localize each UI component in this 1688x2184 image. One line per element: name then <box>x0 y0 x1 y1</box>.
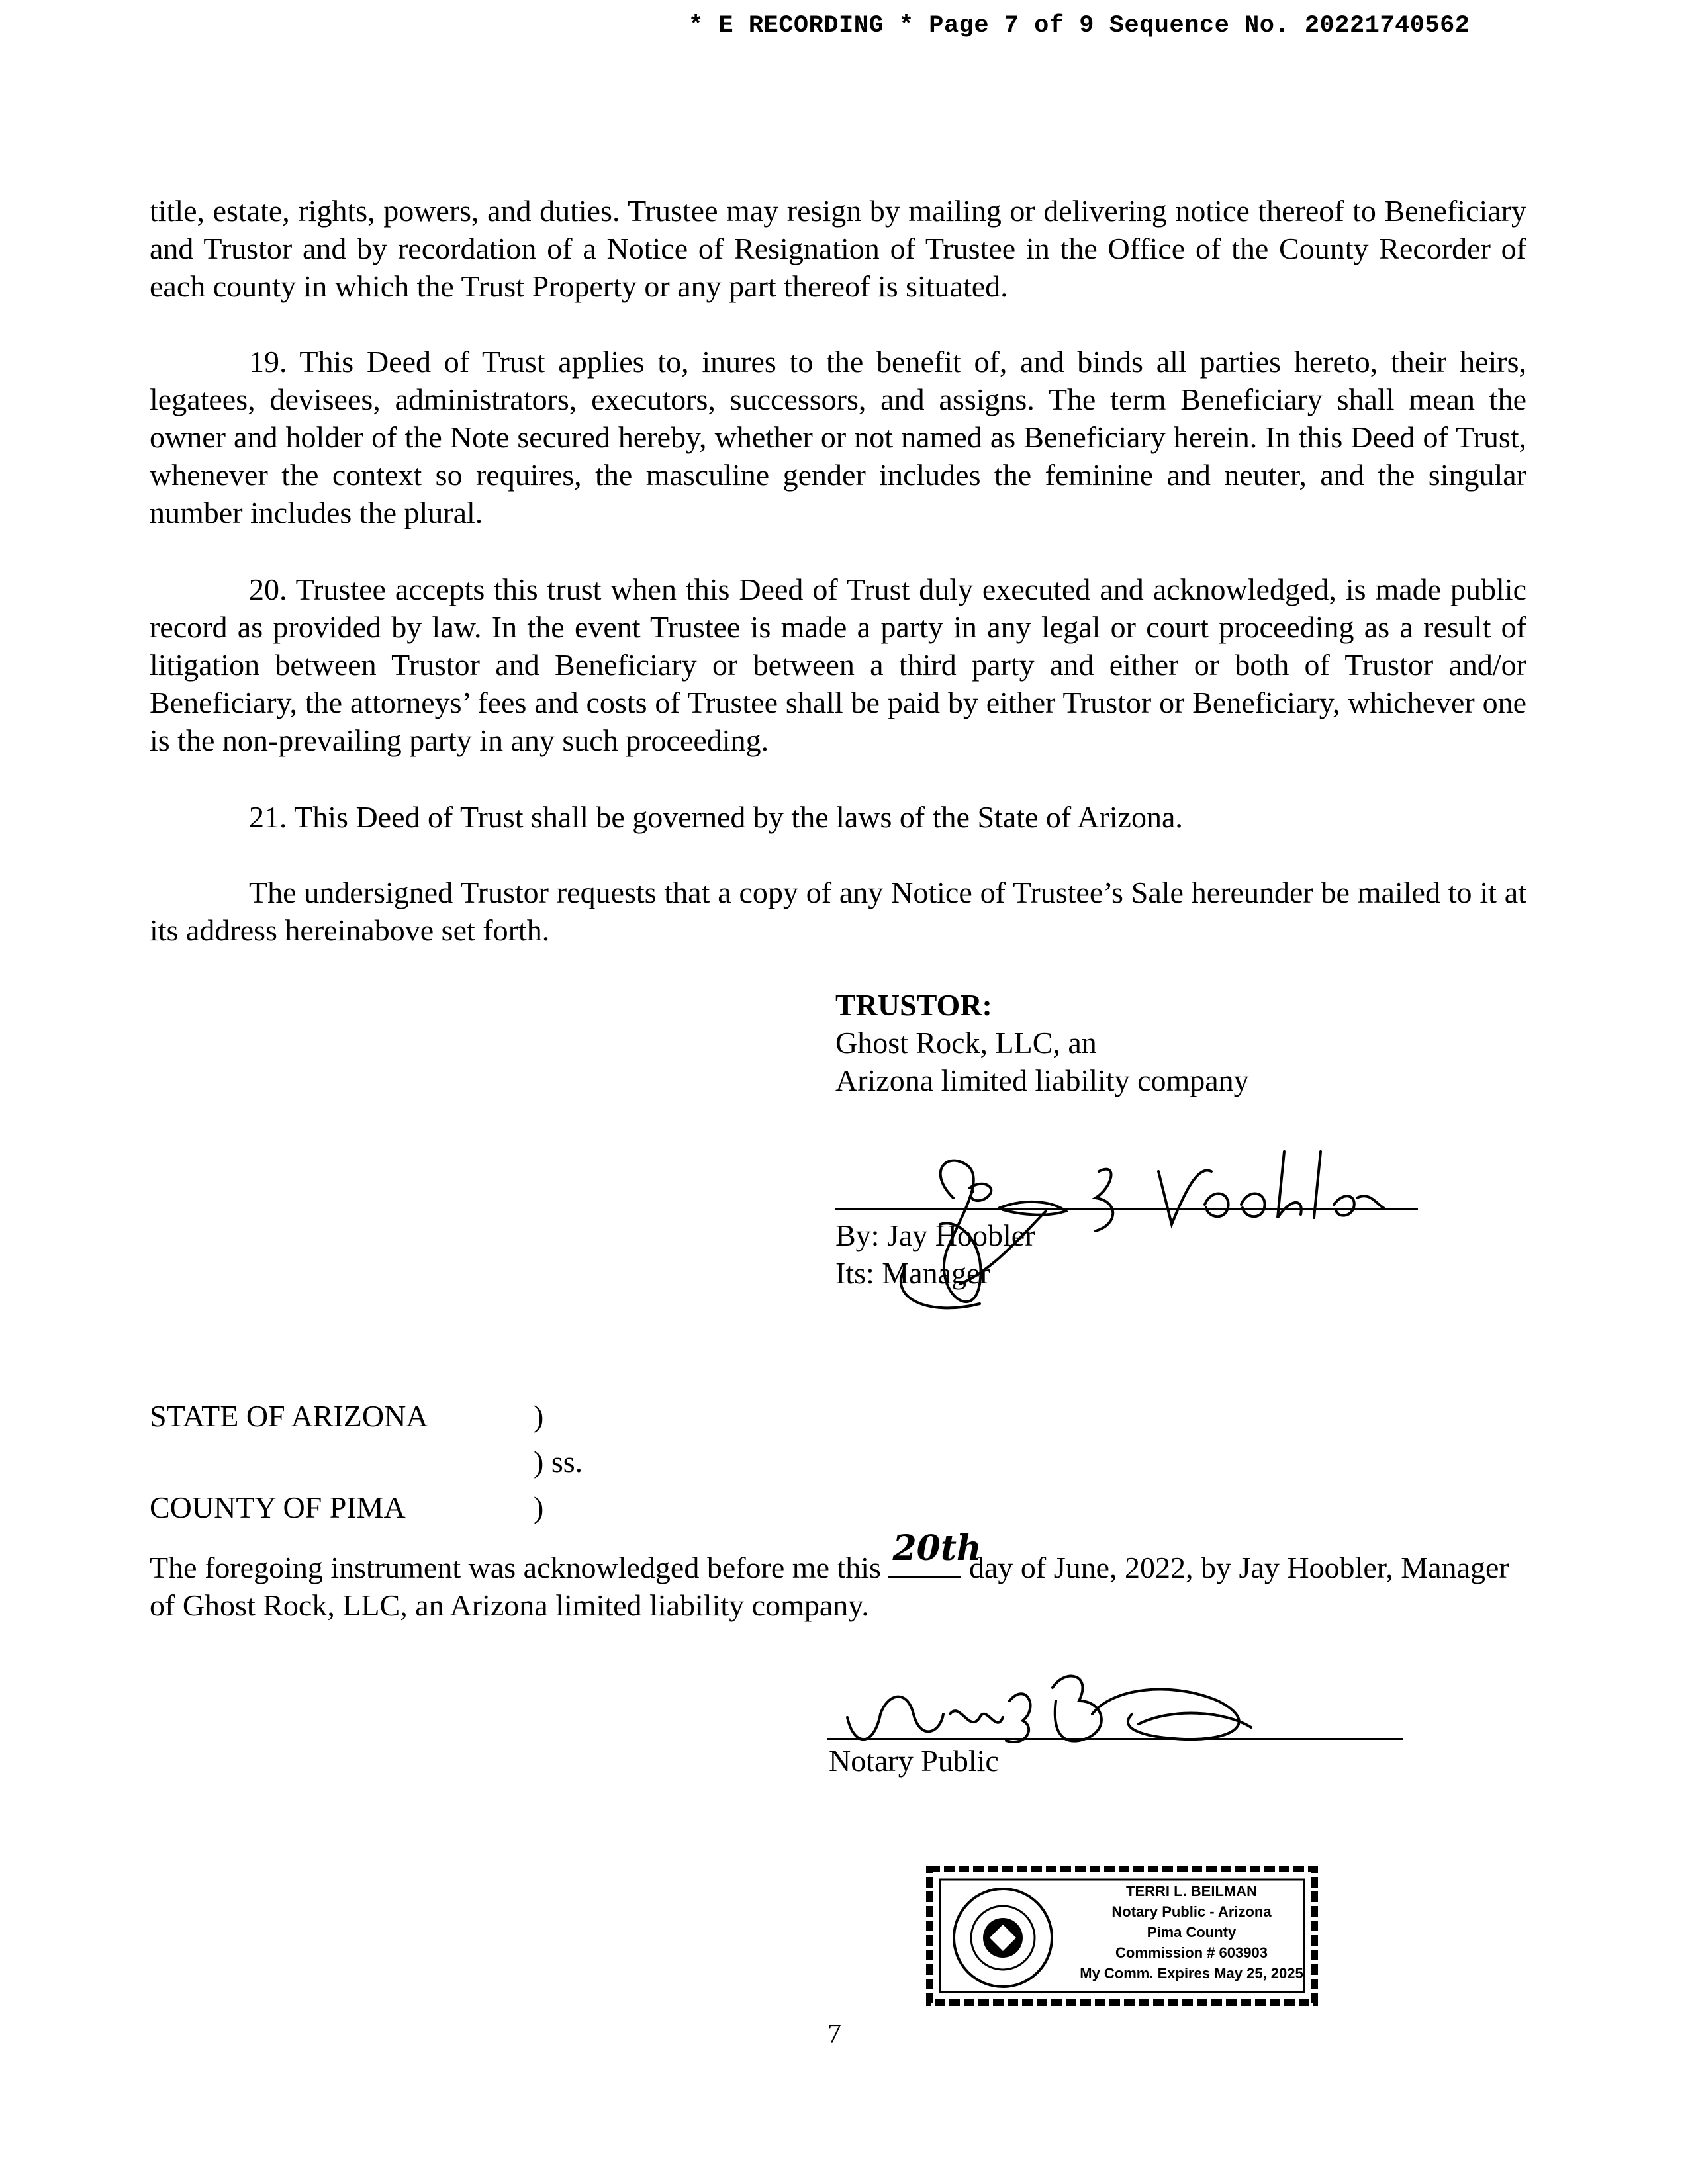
notary-seal <box>920 1860 1324 2012</box>
venue-county: COUNTY OF PIMA <box>150 1490 406 1524</box>
notary-signature-line <box>827 1738 1403 1740</box>
ack-day-handwritten: 20th <box>892 1528 982 1569</box>
ack-day-blank <box>888 1528 982 1578</box>
recording-header: * E RECORDING * Page 7 of 9 Sequence No. 20221740562 <box>688 12 1470 40</box>
trustor-entity: Arizona limited liability company <box>835 1064 1249 1097</box>
paragraph-20: 20. Trustee accepts this trust when this Deed of Trust duly executed and acknowledged, is made public record as provided by law. In the event Trustee is made a party in any legal or court proceeding as a result of litigation between Trustor and Beneficiary or between a third party and either or both of Trustor and/or Beneficiary, the attorneys’ fees and costs of Trustee shall be paid by either Trustor or Beneficiary, whichever one is the non-prevailing party in any such proceeding. <box>150 572 1526 757</box>
paragraph-21: 21. This Deed of Trust shall be governed by the laws of the State of Arizona. <box>249 800 1183 834</box>
page-number: 7 <box>827 2019 841 2050</box>
seal-county: Pima County <box>1147 1924 1237 1940</box>
trustor-name: Ghost Rock, LLC, an <box>835 1026 1097 1060</box>
trustor-signature-line <box>835 1208 1418 1210</box>
venue-ss: ) ss. <box>534 1445 583 1479</box>
trustor-by: By: Jay Hoobler <box>835 1218 1035 1252</box>
trustor-its: Its: Manager <box>835 1256 990 1290</box>
venue-paren-1: ) <box>534 1399 544 1433</box>
venue-block <box>150 1393 613 1530</box>
seal-name: TERRI L. BEILMAN <box>1126 1883 1257 1899</box>
acknowledgment-text <box>150 1528 1526 1624</box>
seal-text <box>1066 1881 1317 1983</box>
trustor-signatory <box>835 1216 1035 1292</box>
arizona-seal-emblem <box>950 1885 1056 1991</box>
paragraph-19: 19. This Deed of Trust applies to, inures to the benefit of, and binds all parties hereto, their heirs, legatees, devisees, administrators, executors, successors, and assigns. The term Beneficiary shall mean the owner and holder of the Note secured hereby, whether or not named as Beneficiary herein. In this Deed of Trust, whenever the context so requires, the masculine gender includes the feminine and neuter, and the singular number includes the plural. <box>150 345 1526 529</box>
venue-state: STATE OF ARIZONA <box>150 1399 428 1433</box>
seal-expires: My Comm. Expires May 25, 2025 <box>1080 1965 1303 1981</box>
paragraph-request: The undersigned Trustor requests that a copy of any Notice of Trustee’s Sale hereunder be mailed to it at its address hereinabove set forth. <box>150 876 1526 947</box>
seal-commission: Commission # 603903 <box>1115 1944 1268 1961</box>
venue-paren-3: ) <box>534 1490 544 1524</box>
trustor-block <box>835 986 1249 1099</box>
ack-text-before: The foregoing instrument was acknowledged before me this <box>150 1551 889 1584</box>
seal-title: Notary Public - Arizona <box>1111 1903 1272 1920</box>
trustor-label: TRUSTOR: <box>835 988 992 1022</box>
paragraph-continued: title, estate, rights, powers, and duties. Trustee may resign by mailing or delivering notice thereof to Beneficiary and Trustor and by recordation of a Notice of Resignation of Trustee in the Office of the County Recorder of each county in which the Trust Property or any part thereof is situated. <box>150 194 1526 303</box>
notary-label: Notary Public <box>829 1744 999 1778</box>
ack-text-after: day of June, 2022, by Jay Hoobler, Manager of Ghost Rock, LLC, an Arizona limited liability company. <box>150 1551 1509 1622</box>
